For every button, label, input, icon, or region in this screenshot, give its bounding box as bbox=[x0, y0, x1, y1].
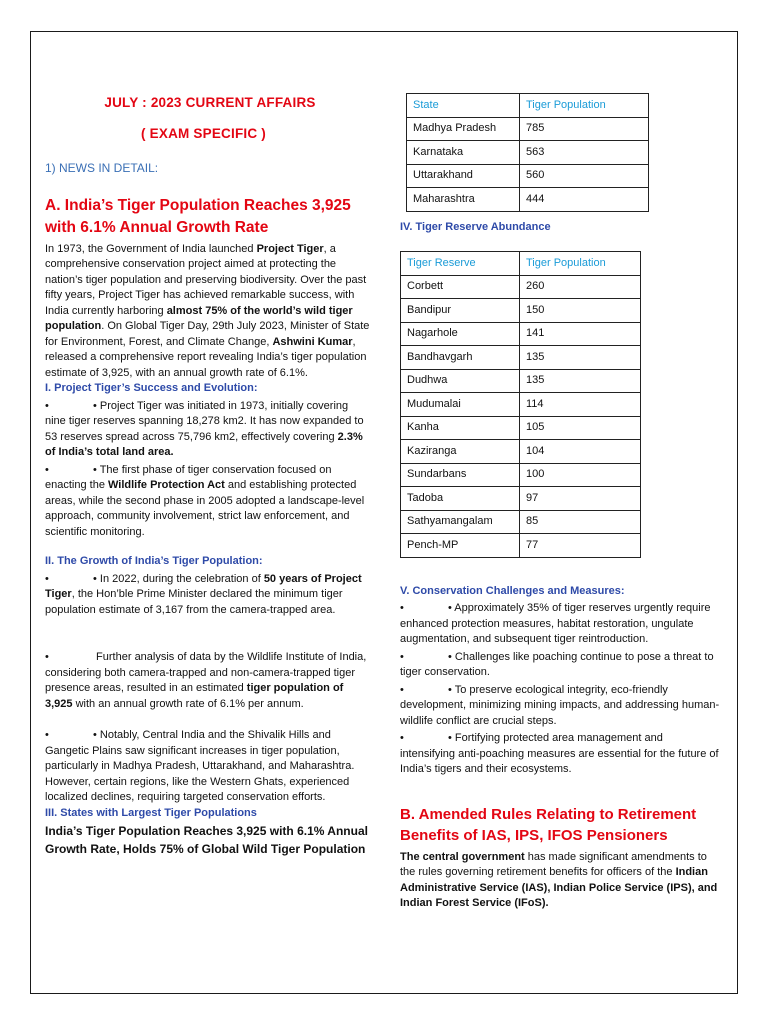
table-cell-name: Madhya Pradesh bbox=[407, 117, 520, 141]
table-cell-value: 135 bbox=[520, 346, 641, 370]
bullet-icon: • bbox=[400, 650, 404, 663]
table-row bbox=[401, 393, 641, 417]
section-1-bullet: • • Project Tiger was initiated in 1973, initially covering nine tiger reserves spanning 18,278 km2. It has now expanded to 53 reserves spread across 75,796 km2, effectively covering 2.3% of India’s total land area. bbox=[45, 399, 364, 458]
reserves-table bbox=[400, 251, 641, 558]
bullet-icon: • bbox=[45, 463, 49, 476]
table-row bbox=[401, 487, 641, 511]
section-4-heading: IV. Tiger Reserve Abundance bbox=[400, 220, 551, 233]
table-row bbox=[401, 299, 641, 323]
table-row bbox=[407, 117, 649, 141]
table-cell-value: 114 bbox=[520, 393, 641, 417]
table-row bbox=[401, 463, 641, 487]
table-header-row bbox=[401, 252, 641, 276]
table-cell-name: Maharashtra bbox=[407, 188, 520, 212]
table-cell-value: 104 bbox=[520, 440, 641, 464]
table-cell-value: 97 bbox=[520, 487, 641, 511]
table-cell-value: 135 bbox=[520, 369, 641, 393]
section-5-bullet: • • Fortifying protected area management and intensifying anti-poaching measures are essential for the future of India’s tigers and their ecosystems. bbox=[400, 732, 719, 775]
left-column bbox=[45, 95, 370, 858]
table-cell-value: 85 bbox=[520, 510, 641, 534]
table-cell-name: Bandhavgarh bbox=[401, 346, 520, 370]
section-1-bullet: • • The first phase of tiger conservation focused on enacting the Wildlife Protection Act and establishing protected areas, while the second phase in 2005 adopted a landscape-level approach, community involvement, strict law enforcement, and scientific monitoring. bbox=[45, 463, 365, 538]
bullet-icon: • bbox=[400, 683, 404, 696]
table-cell-value: 141 bbox=[520, 322, 641, 346]
bullet-icon: • bbox=[400, 732, 404, 744]
bullet-icon: • bbox=[45, 399, 49, 412]
table-cell-value: 260 bbox=[520, 275, 641, 299]
table-cell-name: Nagarhole bbox=[401, 322, 520, 346]
table-cell-name: Dudhwa bbox=[401, 369, 520, 393]
table-row bbox=[401, 275, 641, 299]
table-row bbox=[401, 440, 641, 464]
table-row bbox=[401, 322, 641, 346]
table-cell-name: Tadoba bbox=[401, 487, 520, 511]
table-row bbox=[407, 141, 649, 165]
section-2-heading: II. The Growth of India’s Tiger Population: bbox=[45, 555, 263, 567]
section-3-heading: III. States with Largest Tiger Populations bbox=[45, 806, 257, 819]
section-2-bullet: • Further analysis of data by the Wildlife Institute of India, considering both camera-trapped and non-camera-trapped tiger presence areas, resulted in an estimated tiger population of 3,925 with an annual growth rate of 6.1% per annum. bbox=[45, 651, 367, 710]
table-header-row bbox=[407, 94, 649, 118]
table-row bbox=[401, 346, 641, 370]
section-2-bullet: • • Notably, Central India and the Shivalik Hills and Gangetic Plains saw significant increases in tiger population, particularly in Madhya Pradesh, Uttarakhand, and Maharashtra. However, certain regions, like the Western Ghats, experienced localized declines, requiring targeted conservation efforts. bbox=[45, 729, 355, 803]
closing-statement: India’s Tiger Population Reaches 3,925 with 6.1% Annual Growth Rate, Holds 75% of Global Wild Tiger Population bbox=[45, 824, 368, 856]
table-cell-value: Tiger Population bbox=[520, 252, 641, 276]
headline-a: A. India’s Tiger Population Reaches 3,925 with 6.1% Annual Growth Rate bbox=[45, 196, 351, 236]
table-cell-name: Uttarakhand bbox=[407, 164, 520, 188]
table-cell-value: 560 bbox=[520, 164, 649, 188]
table-row bbox=[407, 164, 649, 188]
table-cell-name: Kaziranga bbox=[401, 440, 520, 464]
table-cell-value: 100 bbox=[520, 463, 641, 487]
section-b-paragraph: The central government has made significant amendments to the rules governing retirement benefits for officers of the Indian Administrative Service (IAS), Indian Police Service (IPS), and Indian Forest Service (IFoS). bbox=[400, 850, 718, 909]
table-row bbox=[401, 369, 641, 393]
headline-b: B. Amended Rules Relating to Retirement Benefits of IAS, IPS, IFOS Pensioners bbox=[400, 805, 697, 844]
table-cell-name: Karnataka bbox=[407, 141, 520, 165]
table-cell-name: Sathyamangalam bbox=[401, 510, 520, 534]
table-row bbox=[401, 510, 641, 534]
table-cell-value: 785 bbox=[520, 117, 649, 141]
table-cell-name: Pench-MP bbox=[401, 534, 520, 558]
table-cell-name: State bbox=[407, 94, 520, 118]
table-row bbox=[401, 416, 641, 440]
section-5-heading: V. Conservation Challenges and Measures: bbox=[400, 584, 625, 597]
states-table bbox=[406, 93, 649, 212]
table-cell-name: Corbett bbox=[401, 275, 520, 299]
bullet-icon: • bbox=[45, 729, 49, 741]
news-label: 1) NEWS IN DETAIL: bbox=[45, 161, 159, 175]
table-cell-value: 105 bbox=[520, 416, 641, 440]
section-1-heading: I. Project Tiger’s Success and Evolution: bbox=[45, 382, 258, 394]
table-cell-value: 77 bbox=[520, 534, 641, 558]
right-column bbox=[400, 93, 720, 912]
table-cell-name: Kanha bbox=[401, 416, 520, 440]
bullet-icon: • bbox=[400, 602, 404, 614]
table-cell-value: Tiger Population bbox=[520, 94, 649, 118]
section-2-bullet: • • In 2022, during the celebration of 50 years of Project Tiger, the Hon’ble Prime Minister declared the minimum tiger population estimate of 3,167 from the camera-trapped area. bbox=[45, 572, 362, 616]
table-row bbox=[401, 534, 641, 558]
table-cell-name: Mudumalai bbox=[401, 393, 520, 417]
intro-paragraph: In 1973, the Government of India launched Project Tiger, a comprehensive conservation project aimed at protecting the nation’s tiger population and preserving biodiversity. Over the past fifty years, Project Tiger has achieved remarkable success, with India currently harboring almost 75% of the world’s wild tiger population. On Global Tiger Day, 29th July 2023, Minister of State for Environment, Forest, and Climate Change, Ashwini Kumar, released a comprehensive report revealing India’s tiger population estimate of 3,925, with an annual growth rate of 6.1%. bbox=[45, 242, 370, 379]
bullet-icon: • bbox=[45, 651, 49, 663]
table-cell-value: 444 bbox=[520, 188, 649, 212]
section-5-bullets bbox=[400, 601, 720, 778]
section-5-bullet: • • Challenges like poaching continue to pose a threat to tiger conservation. bbox=[400, 650, 714, 678]
section-5-bullet: • • Approximately 35% of tiger reserves urgently require enhanced protection measures, habitat restoration, ungulate augmentation, and subsequent tiger reintroduction. bbox=[400, 602, 711, 645]
bullet-icon: • bbox=[45, 572, 49, 585]
table-cell-name: Sundarbans bbox=[401, 463, 520, 487]
table-cell-name: Tiger Reserve bbox=[401, 252, 520, 276]
table-cell-value: 563 bbox=[520, 141, 649, 165]
page-title: JULY : 2023 CURRENT AFFAIRS bbox=[104, 95, 316, 110]
table-cell-value: 150 bbox=[520, 299, 641, 323]
section-5-bullet: • • To preserve ecological integrity, eco-friendly development, minimizing mining impacts, and addressing human-wildlife conflict are crucial steps. bbox=[400, 683, 720, 727]
table-row bbox=[407, 188, 649, 212]
table-cell-name: Bandipur bbox=[401, 299, 520, 323]
page-subtitle: ( EXAM SPECIFIC ) bbox=[141, 125, 266, 141]
